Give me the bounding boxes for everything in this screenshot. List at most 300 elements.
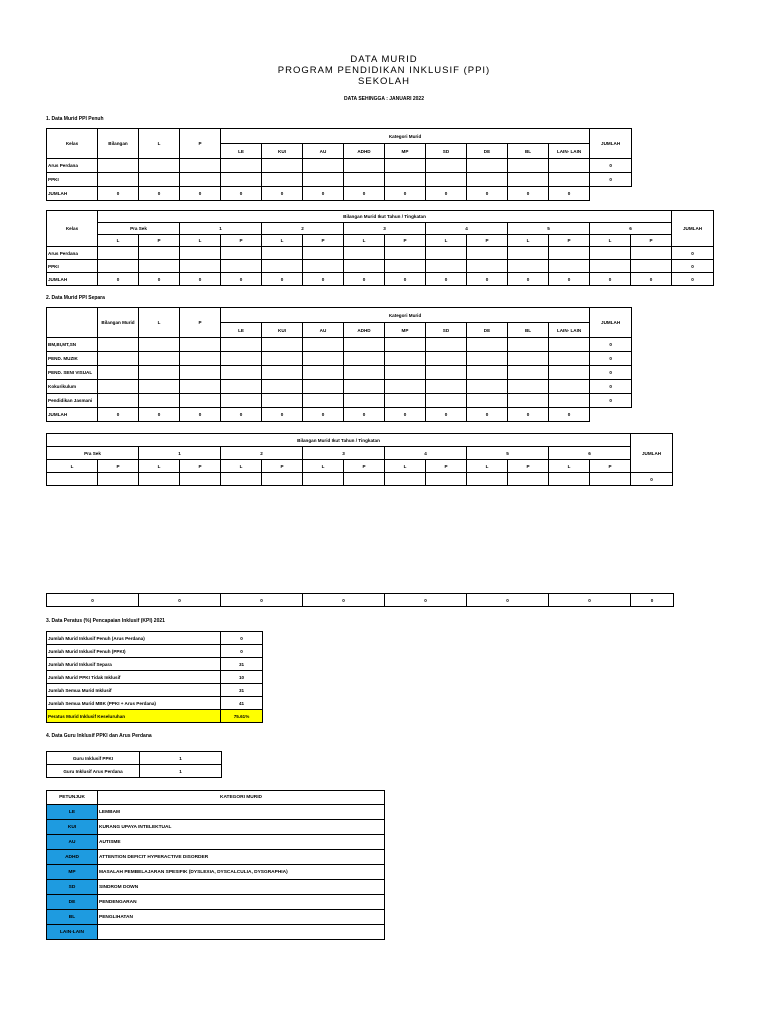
- row-total: 0: [590, 366, 632, 380]
- kpi-value: 0: [221, 632, 263, 645]
- legend-code: BL: [47, 910, 98, 925]
- category-header: KUI: [262, 323, 303, 338]
- total-value: 0: [385, 187, 426, 201]
- school-title: SEKOLAH: [358, 76, 410, 87]
- table-cell: [426, 260, 467, 273]
- table-cell: [508, 260, 549, 273]
- table-cell: [426, 159, 467, 173]
- guru-value: 1: [140, 765, 222, 778]
- table-cell: [98, 338, 139, 352]
- table-cell: [467, 247, 508, 260]
- total-value: 0: [262, 408, 303, 422]
- total-value: 0: [98, 408, 139, 422]
- tahun-label: 3: [344, 223, 426, 235]
- table-cell: [426, 352, 467, 366]
- table-cell: [385, 394, 426, 408]
- legend-code: SD: [47, 880, 98, 895]
- table-cell: [467, 473, 508, 486]
- table-cell: [180, 380, 221, 394]
- table-cell: [344, 173, 385, 187]
- legend-row: [47, 895, 385, 910]
- p-header: P: [262, 460, 303, 473]
- kpi-value: 75.61%: [221, 710, 263, 723]
- category-header: AU: [303, 323, 344, 338]
- total-value: 0: [467, 273, 508, 286]
- p-header: P: [344, 460, 385, 473]
- total-value: 0: [303, 594, 385, 607]
- legend-row: [47, 910, 385, 925]
- guru-value: 1: [140, 752, 222, 765]
- l-header: L: [139, 129, 180, 159]
- l-header: L: [590, 235, 631, 247]
- p-header: P: [303, 235, 344, 247]
- table-cell: [467, 394, 508, 408]
- p-header: P: [631, 235, 672, 247]
- legend-desc: MASALAH PEMBELAJARAN SPESIFIK (DYSLEXIA, DYSCALCULIA, DYSGRAPHIA): [98, 865, 385, 880]
- blank-cell: [590, 408, 632, 422]
- row-total: 0: [590, 394, 632, 408]
- table-cell: [631, 260, 672, 273]
- tahun-header: Bilangan Murid Ikut Tahun / Tingkatan: [47, 434, 631, 447]
- table-row: [47, 352, 632, 366]
- category-header: DE: [467, 144, 508, 159]
- kpi-label: Jumlah Murid Inklusif Separa: [47, 658, 221, 671]
- total-value: 0: [344, 273, 385, 286]
- table-cell: [262, 338, 303, 352]
- p-header: P: [180, 308, 221, 338]
- total-value: 0: [426, 273, 467, 286]
- tahun-label: 4: [426, 223, 508, 235]
- section1-heading: 1. Data Murid PPI Penuh: [46, 116, 104, 122]
- l-header: L: [303, 460, 344, 473]
- table-cell: [180, 473, 221, 486]
- table-cell: [139, 352, 180, 366]
- table-cell: [467, 380, 508, 394]
- total-value: 0: [549, 594, 631, 607]
- table-cell: [221, 338, 262, 352]
- table-cell: [426, 380, 467, 394]
- total-value: 0: [303, 187, 344, 201]
- total-value: 0: [549, 273, 590, 286]
- p-header: P: [426, 460, 467, 473]
- total-value: 0: [98, 187, 139, 201]
- table-cell: [426, 173, 467, 187]
- l-header: L: [180, 235, 221, 247]
- total-value: 0: [385, 594, 467, 607]
- l-header: L: [467, 460, 508, 473]
- tahun-label: 1: [139, 447, 221, 460]
- l-header: L: [426, 235, 467, 247]
- total-value: 0: [549, 408, 590, 422]
- table-legend: [46, 790, 385, 940]
- l-header: L: [549, 460, 590, 473]
- table-row: [47, 247, 714, 260]
- p-header: P: [549, 235, 590, 247]
- table-cell: [262, 352, 303, 366]
- table-cell: [508, 352, 549, 366]
- row-label: PPKI: [47, 173, 98, 187]
- tahun-label: 3: [303, 447, 385, 460]
- table-cell: [98, 352, 139, 366]
- l-header: L: [508, 235, 549, 247]
- kpi-value: 31: [221, 658, 263, 671]
- category-header: LE: [221, 144, 262, 159]
- table-row: [47, 260, 714, 273]
- table-cell: [549, 380, 590, 394]
- category-header: SD: [426, 144, 467, 159]
- table-cell: [426, 366, 467, 380]
- table-cell: [139, 394, 180, 408]
- table-cell: [549, 473, 590, 486]
- legend-row: [47, 805, 385, 820]
- row-label: Kokurikulum: [47, 380, 98, 394]
- data-date: DATA SEHINGGA : JANUARI 2022: [343, 96, 424, 102]
- table-cell: [221, 173, 262, 187]
- table-cell: [344, 473, 385, 486]
- table-cell: [385, 159, 426, 173]
- table-cell: [467, 173, 508, 187]
- table-cell: [590, 473, 631, 486]
- table-row: [47, 394, 632, 408]
- table-cell: [139, 366, 180, 380]
- total-value: 0: [221, 187, 262, 201]
- total-value: 0: [262, 273, 303, 286]
- l-header: L: [98, 235, 139, 247]
- category-header: MP: [385, 144, 426, 159]
- total-row: [47, 187, 632, 201]
- data-row: [47, 473, 673, 486]
- tahun-row: [47, 223, 714, 235]
- legend-row: [47, 835, 385, 850]
- table-cell: [590, 260, 631, 273]
- table-cell: [98, 380, 139, 394]
- page-title: DATA MURID: [350, 54, 418, 65]
- table-kpi: [46, 631, 263, 723]
- legend-code: AU: [47, 835, 98, 850]
- legend-code: KUI: [47, 820, 98, 835]
- l-header: L: [262, 235, 303, 247]
- table-cell: [508, 473, 549, 486]
- kpi-total-row: [47, 710, 263, 723]
- table-cell: [344, 338, 385, 352]
- row-label: Pendidikan Jasmani: [47, 394, 98, 408]
- table-cell: [344, 366, 385, 380]
- table-cell: [262, 173, 303, 187]
- table-cell: [221, 159, 262, 173]
- p-header: P: [98, 460, 139, 473]
- petunjuk-header: PETUNJUK: [47, 791, 98, 805]
- table-cell: [549, 247, 590, 260]
- table-row: [47, 159, 632, 173]
- tahun-label: 5: [508, 223, 590, 235]
- table-cell: [549, 159, 590, 173]
- row-label: BM,BI,MT,SN: [47, 338, 98, 352]
- table-cell: [180, 159, 221, 173]
- table-cell: [221, 352, 262, 366]
- total-value: 0: [47, 594, 139, 607]
- legend-desc: [98, 925, 385, 940]
- total-label: JUMLAH: [47, 273, 98, 286]
- total-value: 0: [508, 408, 549, 422]
- total-value: 0: [221, 408, 262, 422]
- table-cell: [139, 380, 180, 394]
- table-cell: [262, 380, 303, 394]
- total-value: 0: [385, 273, 426, 286]
- subject-header: [47, 308, 98, 338]
- total-value: 0: [508, 187, 549, 201]
- category-header: MP: [385, 323, 426, 338]
- table-cell: [139, 247, 180, 260]
- table-cell: [467, 338, 508, 352]
- tahun-label: Pra Sek: [98, 223, 180, 235]
- table-cell: [303, 352, 344, 366]
- total-value: 0: [467, 594, 549, 607]
- total-value: 0: [672, 273, 714, 286]
- totals-row: [47, 594, 674, 607]
- tahun-label: 6: [590, 223, 672, 235]
- table-ppi-penuh: [46, 128, 632, 201]
- legend-code: LE: [47, 805, 98, 820]
- tahun-label: 2: [262, 223, 344, 235]
- table-cell: [221, 394, 262, 408]
- legend-code: MP: [47, 865, 98, 880]
- kpi-row: [47, 671, 263, 684]
- table-cell: [139, 260, 180, 273]
- p-header: P: [221, 235, 262, 247]
- table-row: [47, 173, 632, 187]
- table-cell: [508, 338, 549, 352]
- table-cell: [139, 173, 180, 187]
- kpi-label: Jumlah Murid PPKI Tidak Inklusif: [47, 671, 221, 684]
- category-header: DE: [467, 323, 508, 338]
- table-cell: [98, 366, 139, 380]
- total-label: JUMLAH: [47, 187, 98, 201]
- tahun-row: [47, 447, 673, 460]
- table-ppi-separa: [46, 307, 632, 422]
- category-header: LAIN- LAIN: [549, 323, 590, 338]
- table-cell: [303, 159, 344, 173]
- row-total: 0: [590, 159, 632, 173]
- category-header: BL: [508, 323, 549, 338]
- kpi-value: 41: [221, 697, 263, 710]
- kpi-row: [47, 632, 263, 645]
- tahun-label: 2: [221, 447, 303, 460]
- p-header: P: [385, 235, 426, 247]
- table-cell: [98, 260, 139, 273]
- table-cell: [549, 260, 590, 273]
- header-row: [47, 129, 632, 144]
- table-cell: [303, 260, 344, 273]
- table-row: [47, 366, 632, 380]
- tahun-label: 1: [180, 223, 262, 235]
- table-cell: [221, 247, 262, 260]
- legend-code: LAIN-LAIN: [47, 925, 98, 940]
- lp-row: [47, 235, 714, 247]
- total-value: 0: [549, 187, 590, 201]
- table-cell: [180, 352, 221, 366]
- table-cell: [467, 260, 508, 273]
- table-cell: [549, 338, 590, 352]
- table-cell: [508, 380, 549, 394]
- total-value: 0: [303, 273, 344, 286]
- table-cell: [98, 394, 139, 408]
- total-value: 0: [139, 187, 180, 201]
- table-cell: [385, 352, 426, 366]
- legend-header-row: [47, 791, 385, 805]
- table-cell: [98, 247, 139, 260]
- table-cell: [303, 394, 344, 408]
- table-cell: [426, 473, 467, 486]
- p-header: P: [590, 460, 631, 473]
- total-value: 0: [262, 187, 303, 201]
- l-header: L: [344, 235, 385, 247]
- legend-row: [47, 865, 385, 880]
- table-cell: [344, 260, 385, 273]
- table-cell: [590, 247, 631, 260]
- kpi-value: 10: [221, 671, 263, 684]
- kpi-label: Jumlah Murid Inklusif Penuh (Arus Perdana): [47, 632, 221, 645]
- legend-desc: KURANG UPAYA INTELEKTUAL: [98, 820, 385, 835]
- table-cell: [508, 159, 549, 173]
- kpi-row: [47, 684, 263, 697]
- header-row: [47, 308, 632, 323]
- table-cell: [221, 380, 262, 394]
- table-guru: [46, 751, 222, 778]
- total-value: 0: [344, 408, 385, 422]
- guru-label: Guru Inklusif Arus Perdana: [47, 765, 140, 778]
- table-totals-row: [46, 593, 674, 607]
- table-cell: [180, 338, 221, 352]
- tahun-label: 5: [467, 447, 549, 460]
- table-cell: [262, 159, 303, 173]
- section2-heading: 2. Data Murid PPI Separa: [46, 295, 105, 301]
- section4-heading: 4. Data Guru Inklusif PPKI dan Arus Perdana: [46, 733, 152, 739]
- row-total: 0: [590, 380, 632, 394]
- category-header: ADHD: [344, 323, 385, 338]
- category-header: LE: [221, 323, 262, 338]
- table-cell: [344, 159, 385, 173]
- legend-desc: ATTENTION DEFICIT HYPERACTIVE DISORDER: [98, 850, 385, 865]
- section3-heading: 3. Data Peratus (%) Pencapaian Inklusif (KPI) 2021: [46, 618, 165, 624]
- total-value: 0: [426, 187, 467, 201]
- legend-code: DE: [47, 895, 98, 910]
- table-cell: [180, 260, 221, 273]
- row-total: 0: [590, 352, 632, 366]
- l-header: L: [47, 460, 98, 473]
- tahun-label: 4: [385, 447, 467, 460]
- total-value: 0: [590, 273, 631, 286]
- l-header: L: [385, 460, 426, 473]
- kategori-header: Kategori Murid: [221, 129, 590, 144]
- legend-desc: AUTISME: [98, 835, 385, 850]
- total-value: 0: [631, 594, 674, 607]
- header-row: [47, 434, 673, 447]
- table-cell: [426, 247, 467, 260]
- total-value: 0: [221, 594, 303, 607]
- table-cell: [47, 473, 98, 486]
- total-row: [47, 408, 632, 422]
- kpi-label: Peratus Murid Inklusif Keseluruhan: [47, 710, 221, 723]
- table-cell: [303, 338, 344, 352]
- tahun-label: 6: [549, 447, 631, 460]
- table-cell: [385, 260, 426, 273]
- p-header: P: [180, 129, 221, 159]
- kelas-header: Kelas: [47, 129, 98, 159]
- table-cell: [139, 473, 180, 486]
- legend-row: [47, 850, 385, 865]
- row-label: Arus Perdana: [47, 247, 98, 260]
- p-header: P: [180, 460, 221, 473]
- l-header: L: [221, 460, 262, 473]
- table-ppi-penuh-tahun: [46, 210, 714, 286]
- kpi-row: [47, 658, 263, 671]
- l-header: L: [139, 460, 180, 473]
- table-cell: [467, 352, 508, 366]
- kpi-value: 0: [221, 645, 263, 658]
- legend-desc: PENGLIHATAN: [98, 910, 385, 925]
- table-cell: [344, 247, 385, 260]
- total-value: 0: [139, 408, 180, 422]
- legend-row: [47, 925, 385, 940]
- category-header: LAIN- LAIN: [549, 144, 590, 159]
- guru-label: Guru Inklusif PPKI: [47, 752, 140, 765]
- table-cell: [303, 247, 344, 260]
- table-cell: [98, 473, 139, 486]
- legend-desc: PENDENGARAN: [98, 895, 385, 910]
- table-cell: [139, 338, 180, 352]
- total-label: JUMLAH: [47, 408, 98, 422]
- table-cell: [180, 247, 221, 260]
- table-cell: [467, 366, 508, 380]
- bilangan-header: Bilangan: [98, 129, 139, 159]
- table-cell: [549, 394, 590, 408]
- table-cell: [344, 394, 385, 408]
- guru-row: [47, 752, 222, 765]
- jumlah-header: JUMLAH: [631, 434, 673, 473]
- category-header: BL: [508, 144, 549, 159]
- header-row: [47, 211, 714, 223]
- row-label: PPKI: [47, 260, 98, 273]
- table-cell: [467, 159, 508, 173]
- table-cell: [344, 352, 385, 366]
- table-row: [47, 380, 632, 394]
- total-value: 0: [139, 273, 180, 286]
- p-header: P: [139, 235, 180, 247]
- table-cell: [426, 338, 467, 352]
- table-cell: [262, 366, 303, 380]
- table-cell: [180, 394, 221, 408]
- total-value: 0: [467, 408, 508, 422]
- program-title: PROGRAM PENDIDIKAN INKLUSIF (PPI): [277, 65, 491, 76]
- p-header: P: [508, 460, 549, 473]
- table-cell: [344, 380, 385, 394]
- total-value: 0: [180, 408, 221, 422]
- category-header: KUI: [262, 144, 303, 159]
- table-cell: [262, 260, 303, 273]
- table-cell: [385, 173, 426, 187]
- total-value: 0: [385, 408, 426, 422]
- kategori-header: KATEGORI MURID: [98, 791, 385, 805]
- table-cell: [385, 380, 426, 394]
- total-value: 0: [344, 187, 385, 201]
- legend-desc: LEMBAM: [98, 805, 385, 820]
- table-cell: [180, 173, 221, 187]
- bilangan-header: Bilangan Murid: [98, 308, 139, 338]
- total-value: 0: [139, 594, 221, 607]
- total-value: 0: [426, 408, 467, 422]
- kpi-label: Jumlah Semua Murid MBK (PPKI + Arus Perdana): [47, 697, 221, 710]
- row-label: PEND. SENI VISUAL: [47, 366, 98, 380]
